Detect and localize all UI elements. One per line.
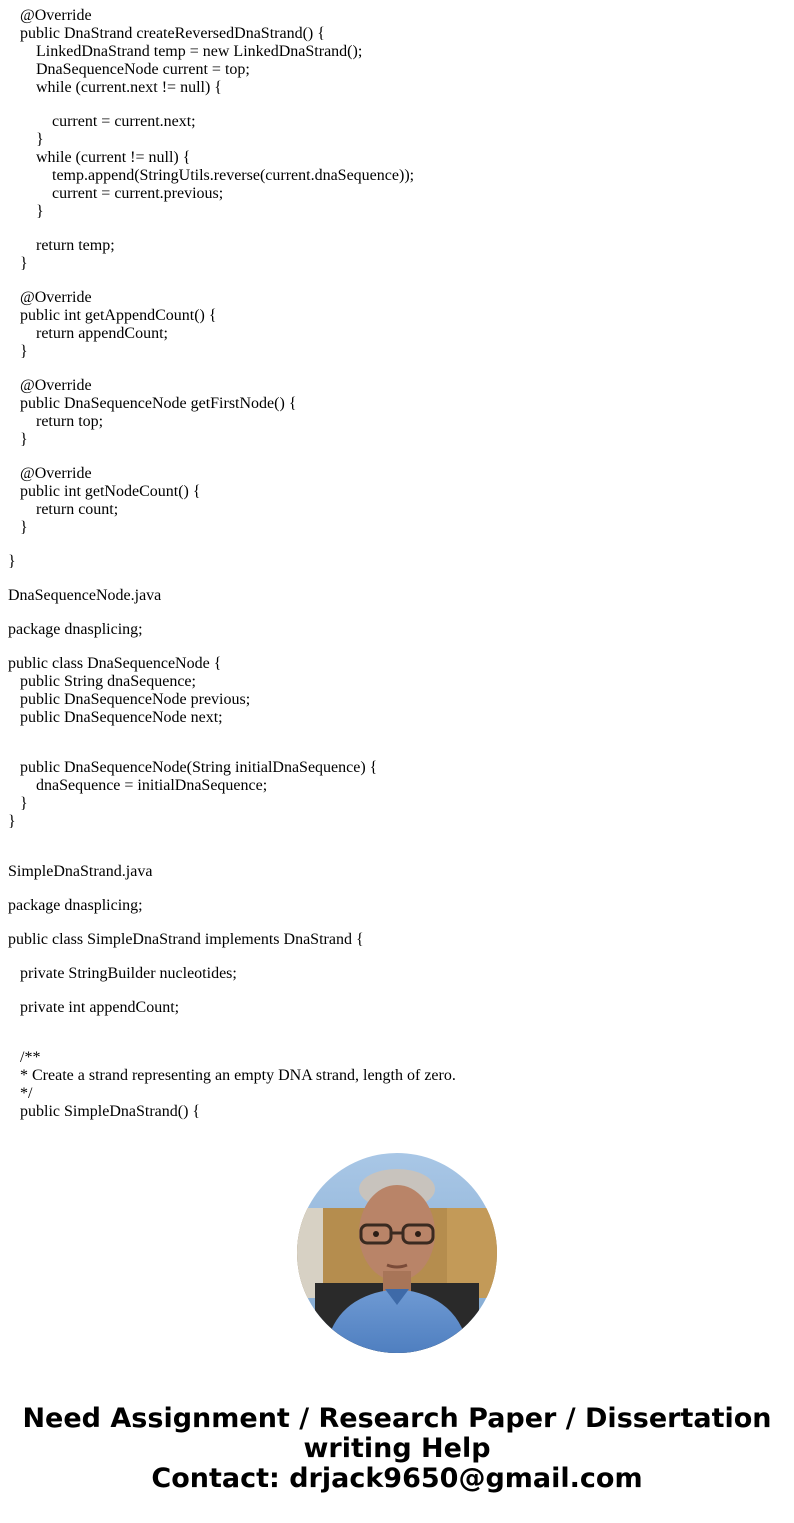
promo-footer <box>0 1404 794 1494</box>
author-photo-icon <box>297 1153 497 1353</box>
code-line: package dnasplicing; <box>8 621 143 638</box>
code-line: public int getNodeCount() { <box>8 483 201 500</box>
code-line: while (current.next != null) { <box>8 79 222 96</box>
code-line: } <box>8 255 28 272</box>
contact-line: Contact: drjack9650@gmail.com <box>151 1463 643 1494</box>
code-line: dnaSequence = initialDnaSequence; <box>8 777 268 794</box>
code-line: public SimpleDnaStrand() { <box>8 1103 201 1120</box>
code-line: DnaSequenceNode current = top; <box>8 61 250 78</box>
code-line: public DnaSequenceNode(String initialDnaSequence) { <box>8 759 378 776</box>
code-line: return count; <box>8 501 119 518</box>
code-line: public DnaSequenceNode getFirstNode() { <box>8 395 297 412</box>
code-line: private int appendCount; <box>8 999 180 1016</box>
code-line: DnaSequenceNode.java <box>8 587 162 604</box>
code-line: private StringBuilder nucleotides; <box>8 965 237 982</box>
code-line: return temp; <box>8 237 115 254</box>
code-line: return top; <box>8 413 104 430</box>
code-line: } <box>8 813 16 830</box>
code-line: public DnaStrand createReversedDnaStrand() { <box>8 25 325 42</box>
code-line: * Create a strand representing an empty DNA strand, length of zero. <box>8 1067 456 1084</box>
code-line: public String dnaSequence; <box>8 673 196 690</box>
code-line: } <box>8 131 44 148</box>
code-line: /** <box>8 1049 41 1066</box>
promo-line-2: writing Help <box>303 1433 491 1464</box>
promo-line-1: Need Assignment / Research Paper / Dissertation <box>22 1403 772 1434</box>
code-line: while (current != null) { <box>8 149 191 166</box>
code-line: } <box>8 203 44 220</box>
code-line: @Override <box>8 377 92 394</box>
code-line: current = current.previous; <box>8 185 224 202</box>
author-avatar <box>297 1153 497 1353</box>
code-line: } <box>8 795 28 812</box>
code-line: current = current.next; <box>8 113 196 130</box>
code-line: package dnasplicing; <box>8 897 143 914</box>
code-line: public int getAppendCount() { <box>8 307 217 324</box>
code-line: } <box>8 343 28 360</box>
code-line: LinkedDnaStrand temp = new LinkedDnaStrand(); <box>8 43 363 60</box>
code-line: */ <box>8 1085 33 1102</box>
code-line: } <box>8 431 28 448</box>
code-line: @Override <box>8 289 92 306</box>
code-line: @Override <box>8 465 92 482</box>
code-line: @Override <box>8 7 92 24</box>
code-line: public class SimpleDnaStrand implements DnaStrand { <box>8 931 364 948</box>
code-line: public DnaSequenceNode previous; <box>8 691 251 708</box>
code-line: } <box>8 519 28 536</box>
code-line: public class DnaSequenceNode { <box>8 655 222 672</box>
code-line: temp.append(StringUtils.reverse(current.dnaSequence)); <box>8 167 415 184</box>
code-line: return appendCount; <box>8 325 168 342</box>
code-line: } <box>8 553 16 570</box>
code-line: public DnaSequenceNode next; <box>8 709 223 726</box>
code-line: SimpleDnaStrand.java <box>8 863 153 880</box>
